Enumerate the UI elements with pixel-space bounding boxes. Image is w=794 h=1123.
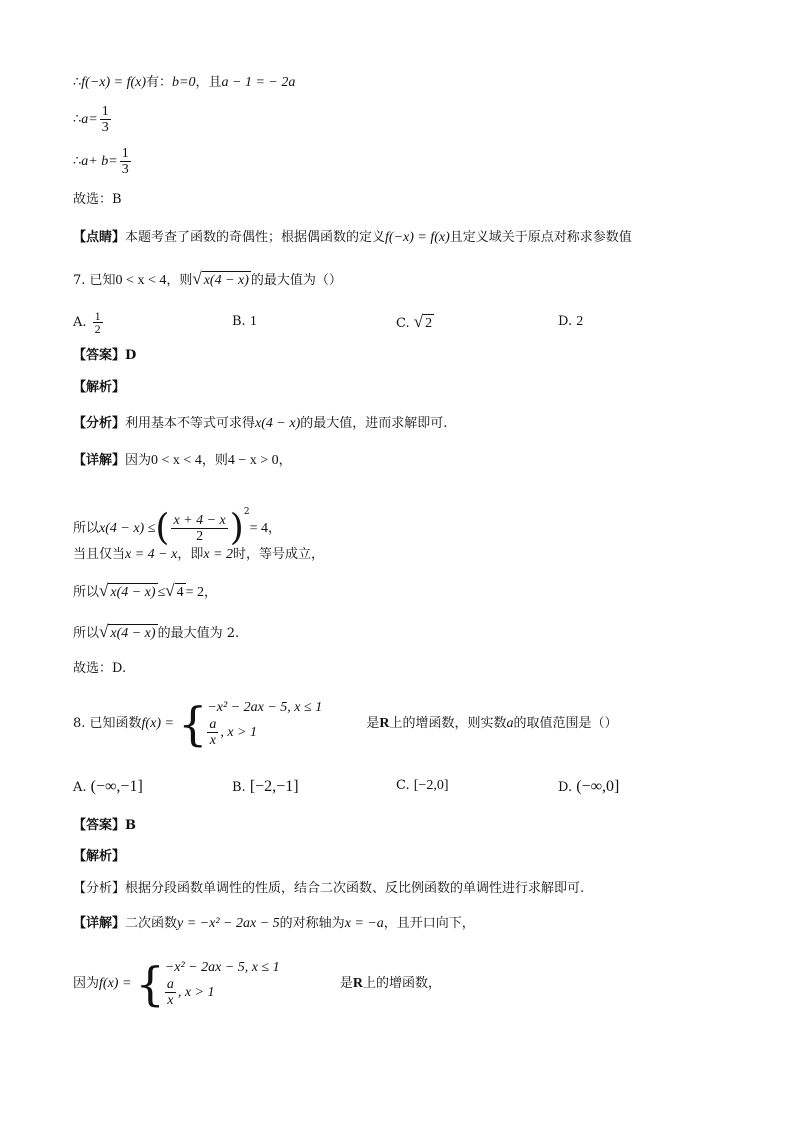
option-a: A. $\frac{1}{2}$: [73, 309, 101, 336]
piecewise-function: { −x² − 2ax − 5, x ≤ 1 $\frac{a}{x}$ , x > 1: [135, 956, 280, 1011]
text: 有：: [146, 75, 173, 90]
math-expr: x(4 − x) ≤: [99, 521, 156, 536]
question-8: 8. 已知函数f(x) = { −x² − 2ax − 5, x ≤ 1 $\frac{a}{x}$ , x > 1 是R上的增函数，则实数a的取值范围是（）: [73, 696, 618, 751]
fraction-one-third: $\frac{1}{3}$: [121, 146, 129, 177]
math-expr: x(4 − x): [255, 416, 301, 431]
text: 且定义域关于原点对称求参数值: [449, 230, 632, 245]
therefore-symbol: ∴: [73, 154, 82, 169]
option-a: A. (−∞,−1]: [73, 778, 143, 795]
fraction-mean: $\frac{x + 4 - x}{2}$: [173, 513, 226, 544]
text: ，则: [166, 273, 193, 288]
option-d: D. (−∞,0]: [558, 778, 620, 795]
solution-line-1: [73, 74, 295, 92]
option-b: B. [−2,−1]: [232, 778, 299, 795]
text: 本题考查了函数的奇偶性；根据偶函数的定义: [125, 230, 386, 245]
choose-6: 故选：B: [73, 192, 122, 207]
detail-8-1: 【详解】二次函数y = −x² − 2ax − 5的对称轴为x = −a，且开口向下，: [73, 916, 475, 931]
text: 的最大值为（）: [250, 273, 342, 288]
detail-7-3: 当且仅当x = 4 − x，即x = 2时，等号成立，: [73, 547, 325, 562]
solution-line-2: [73, 104, 113, 135]
comment-6: [73, 229, 632, 247]
math-fx: f(x) =: [141, 716, 174, 731]
analysis-8: 【分析】根据分段函数单调性的性质，结合二次函数、反比例函数的单调性进行求解即可.: [73, 881, 585, 896]
math-a-plus-b: a+ b=: [81, 154, 118, 169]
detail-7-1: 【详解】因为0 < x < 4，则4 − x > 0，: [73, 453, 292, 468]
text: ，且: [195, 75, 222, 90]
math-even-condition: f(−x) = f(x): [385, 230, 450, 245]
radical-sign: √: [165, 581, 175, 600]
question-number: 7. 已知: [73, 273, 116, 288]
math-a-equation: a − 1 = − 2a: [221, 75, 296, 90]
analysis-7: 【分析】利用基本不等式可求得x(4 − x)的最大值，进而求解即可.: [73, 416, 448, 431]
fraction-one-half: $\frac{1}{2}$: [94, 309, 101, 336]
radical-sign: √: [413, 312, 424, 331]
radical-sign: √: [192, 269, 202, 288]
math-even-condition: f(−x) = f(x): [81, 75, 147, 90]
answer-8: 【答案】B: [73, 818, 136, 833]
option-d: D. 2: [558, 314, 584, 329]
answer-7: 【答案】D: [73, 348, 137, 363]
fraction-one-third: $\frac{1}{3}$: [101, 104, 109, 135]
option-c: C. √ 2: [396, 312, 433, 331]
option-b: B. 1: [232, 314, 257, 329]
therefore-symbol: ∴: [73, 112, 82, 127]
detail-7-5: 所以√ x(4 − x) 的最大值为 2.: [73, 622, 240, 641]
math-fx: f(x) =: [99, 976, 132, 991]
math-a-equals: a=: [81, 112, 98, 127]
math-b-value: b=0: [172, 75, 196, 90]
question-7: [73, 270, 342, 290]
detail-7-2: 所以x(4 − x) ≤( $\frac{x + 4 - x}{2}$ )$^2$= 4，: [73, 507, 281, 549]
therefore-symbol: ∴: [73, 75, 82, 90]
radicand: x(4 − x): [203, 273, 249, 288]
option-c: C. [−2,0]: [396, 778, 449, 793]
piecewise-function: { −x² − 2ax − 5, x ≤ 1 $\frac{a}{x}$ , x > 1: [178, 696, 323, 751]
radical-sign: √: [99, 581, 109, 600]
detail-7-4: 所以√ x(4 − x) ≤√ 4 = 2，: [73, 581, 218, 600]
jiexi-8: 【解析】: [73, 849, 126, 864]
question-number: 8. 已知函数: [73, 716, 142, 731]
choose-7: 故选：D.: [73, 661, 127, 676]
math-condition: 0 < x < 4: [115, 273, 167, 288]
radical-sign: √: [99, 622, 109, 641]
comment-tag: 【点睛】: [73, 230, 126, 245]
solution-line-3: [73, 146, 133, 177]
jiexi-7: 【解析】: [73, 380, 126, 395]
detail-8-2: 因为f(x) = { −x² − 2ax − 5, x ≤ 1 $\frac{a}{x}$ , x > 1 是R上的增函数，: [73, 956, 441, 1011]
